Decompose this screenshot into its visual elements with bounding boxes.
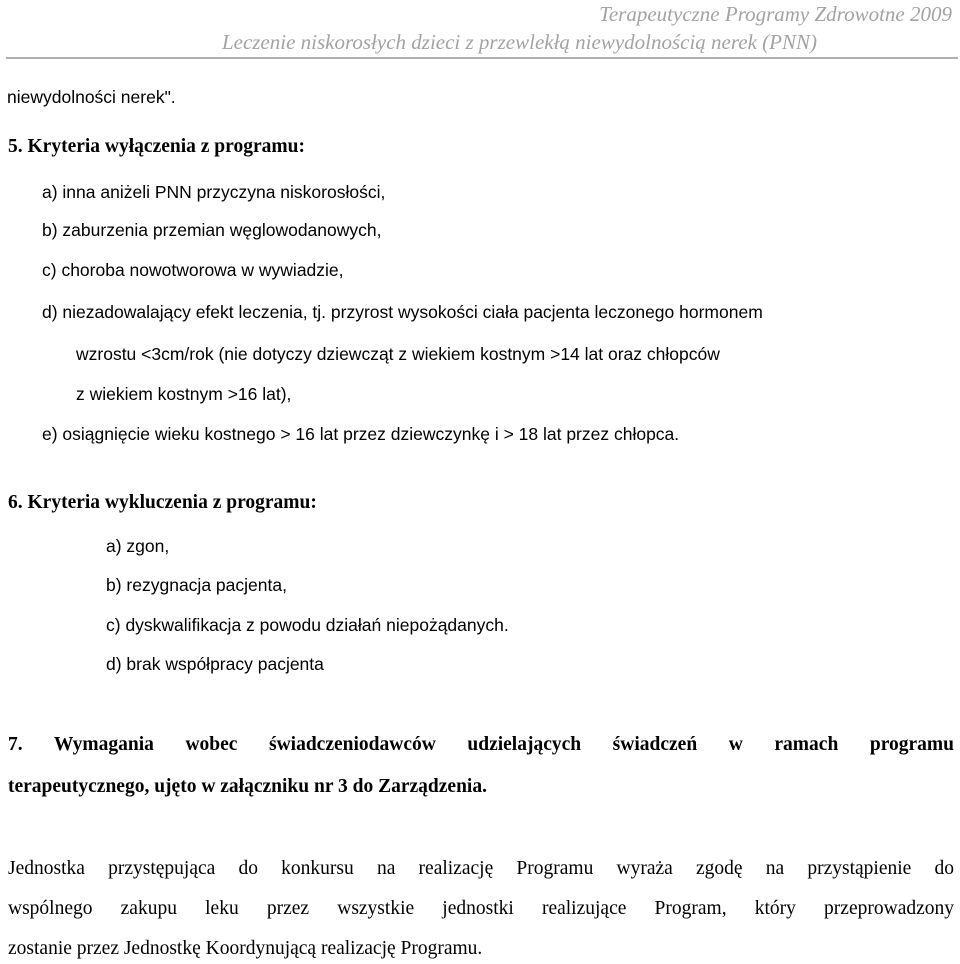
section5-heading: 5. Kryteria wyłączenia z programu:: [8, 136, 305, 157]
section5-item-d-cont1: wzrostu <3cm/rok (nie dotyczy dziewcząt z wiekiem kostnym >14 lat oraz chłopców: [76, 344, 720, 364]
running-header: [0, 0, 952, 56]
section6-item-a: a) zgon,: [106, 536, 170, 556]
closing-line1: Jednostka przystępująca do konkursu na realizację Programu wyraża zgodę na przystąpienie do: [8, 858, 954, 879]
continuation-text: niewydolności nerek".: [7, 87, 176, 107]
header-program-title: Terapeutyczne Programy Zdrowotne 2009: [599, 2, 952, 26]
section5-item-d-cont2: z wiekiem kostnym >16 lat),: [76, 384, 292, 404]
closing-line3: zostanie przez Jednostkę Koordynującą realizację Programu.: [8, 938, 483, 959]
section7-line1: 7. Wymagania wobec świadczeniodawców udzielających świadczeń w ramach programu: [8, 734, 954, 755]
header-program-subtitle: Leczenie niskorosłych dzieci z przewlekłą niewydolnością nerek (PNN): [221, 30, 817, 54]
section6-item-d: d) brak współpracy pacjenta: [106, 654, 324, 674]
header-divider: [6, 57, 958, 59]
section7-line2: terapeutycznego, ujęto w załączniku nr 3 do Zarządzenia.: [8, 776, 487, 797]
section5-item-d: d) niezadowalający efekt leczenia, tj. przyrost wysokości ciała pacjenta leczonego hormonem: [42, 302, 763, 322]
section5-item-a: a) inna aniżeli PNN przyczyna niskorosłości,: [42, 182, 386, 202]
section6-item-c: c) dyskwalifikacja z powodu działań niepożądanych.: [106, 615, 509, 635]
closing-line2: wspólnego zakupu leku przez wszystkie jednostki realizujące Program, który przeprowadzony: [8, 898, 954, 919]
section5-item-e: e) osiągnięcie wieku kostnego > 16 lat przez dziewczynkę i > 18 lat przez chłopca.: [42, 424, 680, 444]
section6-heading: 6. Kryteria wykluczenia z programu:: [8, 492, 317, 513]
section5-item-c: c) choroba nowotworowa w wywiadzie,: [42, 260, 344, 280]
section6-item-b: b) rezygnacja pacjenta,: [106, 575, 287, 595]
section5-item-b: b) zaburzenia przemian węglowodanowych,: [42, 220, 382, 240]
